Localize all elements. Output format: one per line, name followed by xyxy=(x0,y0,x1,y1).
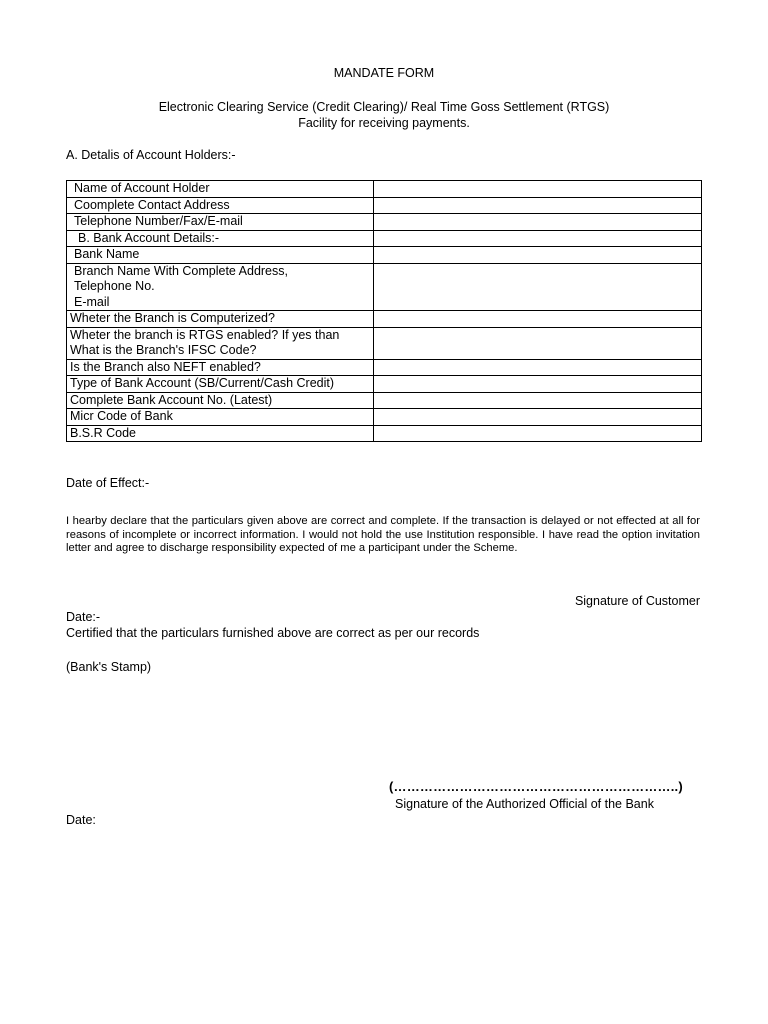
bank-name-field[interactable] xyxy=(374,247,702,264)
row-label-line: Telephone No. xyxy=(74,279,155,293)
row-label: Name of Account Holder xyxy=(67,181,374,198)
date-of-effect-label: Date of Effect:- xyxy=(66,476,150,490)
section-a-heading: A. Detalis of Account Holders:- xyxy=(66,148,236,162)
row-label-line: E-mail xyxy=(74,294,110,309)
table-row xyxy=(67,376,702,393)
row-label: Type of Bank Account (SB/Current/Cash Credit) xyxy=(67,376,374,393)
row-label: Coomplete Contact Address xyxy=(67,197,374,214)
row-label: Wheter the Branch is Computerized? xyxy=(67,311,374,328)
row-label-line: Branch Name With Complete Address, xyxy=(74,263,288,278)
table-row xyxy=(67,327,702,359)
telephone-fax-email-field[interactable] xyxy=(374,214,702,231)
row-label: Micr Code of Bank xyxy=(67,409,374,426)
table-row xyxy=(67,359,702,376)
row-label: Bank Name xyxy=(67,247,374,264)
row-label: Is the Branch also NEFT enabled? xyxy=(67,359,374,376)
table-row xyxy=(67,247,702,264)
row-label: Complete Bank Account No. (Latest) xyxy=(67,392,374,409)
table-row xyxy=(67,197,702,214)
table-row xyxy=(67,230,702,247)
micr-code-field[interactable] xyxy=(374,409,702,426)
subtitle-line-2: Facility for receiving payments. xyxy=(298,116,470,130)
bank-stamp-label: (Bank's Stamp) xyxy=(66,660,152,674)
row-label xyxy=(67,327,374,359)
official-signature-label: Signature of the Authorized Official of the Bank xyxy=(395,797,654,811)
customer-signature-label: Signature of Customer xyxy=(574,594,700,608)
section-b-blank xyxy=(374,230,702,247)
row-label xyxy=(67,263,374,311)
signature-line: (………………………………………………………..) xyxy=(389,779,683,794)
certification-statement: Certified that the particulars furnished above are correct as per our records xyxy=(66,626,480,640)
form-title: MANDATE FORM xyxy=(333,66,435,80)
subtitle-line-1: Electronic Clearing Service (Credit Clearing)/ Real Time Goss Settlement (RTGS) xyxy=(158,100,610,114)
contact-address-field[interactable] xyxy=(374,197,702,214)
table-row xyxy=(67,392,702,409)
declaration-paragraph: I hearby declare that the particulars given above are correct and complete. If the transaction is delayed or not effected at all for reasons of incomplete or incorrect information. I would not hold the use Institution responsible. I have read the option invitation letter and agree to discharge responsibility expected of me a participant under the Scheme. xyxy=(66,515,700,554)
section-b-heading: B. Bank Account Details:- xyxy=(67,230,374,247)
rtgs-ifsc-field[interactable] xyxy=(374,327,702,359)
account-type-field[interactable] xyxy=(374,376,702,393)
row-label: B.S.R Code xyxy=(67,425,374,442)
date-label-bottom: Date: xyxy=(66,813,96,827)
table-row xyxy=(67,409,702,426)
branch-computerized-field[interactable] xyxy=(374,311,702,328)
table-row xyxy=(67,263,702,311)
table-row xyxy=(67,214,702,231)
row-label-line: Wheter the branch is RTGS enabled? If yes than xyxy=(70,327,340,342)
account-holder-name-field[interactable] xyxy=(374,181,702,198)
neft-enabled-field[interactable] xyxy=(374,359,702,376)
table-row xyxy=(67,425,702,442)
table-row xyxy=(67,181,702,198)
account-details-table xyxy=(66,180,702,442)
account-number-field[interactable] xyxy=(374,392,702,409)
branch-address-field[interactable] xyxy=(374,263,702,311)
bsr-code-field[interactable] xyxy=(374,425,702,442)
row-label: Telephone Number/Fax/E-mail xyxy=(67,214,374,231)
row-label-line: What is the Branch's IFSC Code? xyxy=(70,343,257,357)
date-label: Date:- xyxy=(66,610,101,624)
form-subtitle xyxy=(0,99,768,131)
table-row xyxy=(67,311,702,328)
